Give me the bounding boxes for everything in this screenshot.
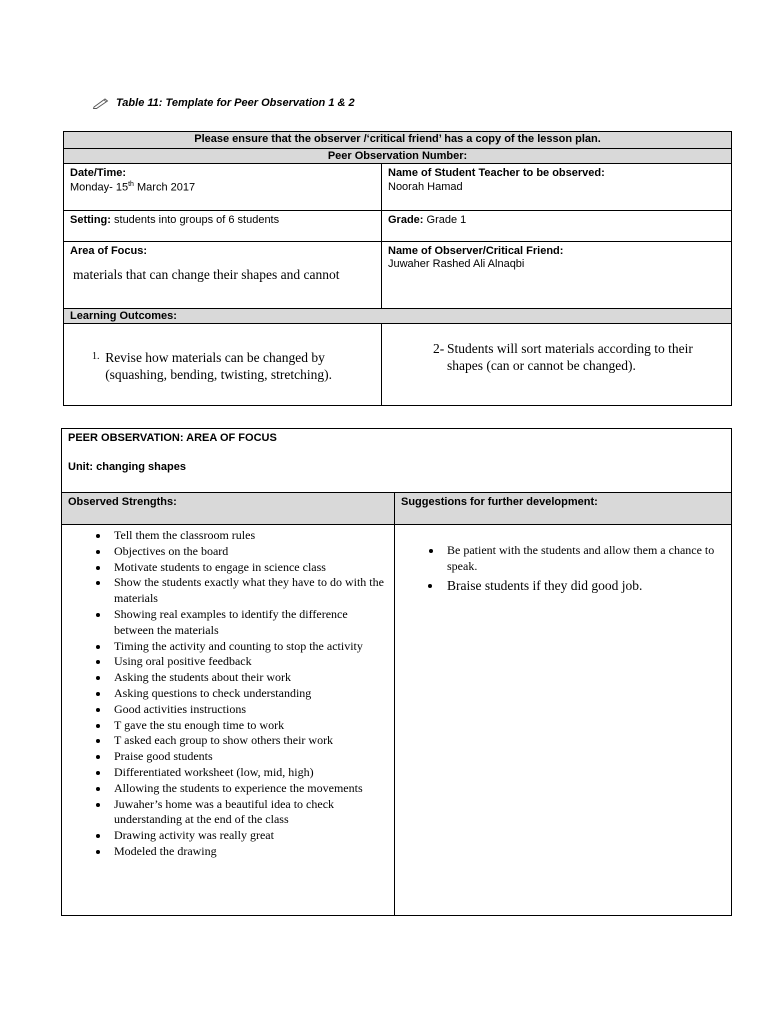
outcomes-label: Learning Outcomes: xyxy=(64,309,732,324)
list-item: • Show the students exactly what they have to do with the materials xyxy=(110,575,388,607)
focus-header: PEER OBSERVATION: AREA OF FOCUS xyxy=(68,432,277,444)
date-month: March 2017 xyxy=(133,181,196,194)
date-cell xyxy=(64,164,382,211)
outcome-1-cell xyxy=(64,324,382,406)
observer-cell xyxy=(382,242,732,309)
observation-number-cell: Peer Observation Number: xyxy=(64,149,732,164)
list-item: • Drawing activity was really great xyxy=(110,828,388,844)
list-item: • Using oral positive feedback xyxy=(110,654,388,670)
outcomes-header-row xyxy=(64,309,732,324)
setting-value: students into groups of 6 students xyxy=(110,214,280,226)
grade-cell xyxy=(382,211,732,242)
list-item: • Objectives on the board xyxy=(110,544,388,560)
outcome-2-number: 2- xyxy=(433,341,445,356)
teacher-value: Noorah Hamad xyxy=(388,181,463,193)
observer-label: Name of Observer/Critical Friend: xyxy=(388,245,564,257)
list-item: • Juwaher’s home was a beautiful idea to check understanding at the end of the class xyxy=(110,797,388,829)
list-item: • Motivate students to engage in science class xyxy=(110,560,388,576)
outcomes-row xyxy=(64,324,732,406)
observer-value: Juwaher Rashed Ali Alnaqbi xyxy=(388,258,525,270)
date-day: Monday- 15 xyxy=(70,181,129,194)
focus-label: Area of Focus: xyxy=(70,245,148,257)
outcome-1-number: 1. xyxy=(92,351,100,362)
setting-cell xyxy=(64,211,382,242)
unit-label: Unit: changing shapes xyxy=(68,461,186,473)
list-item: • T gave the stu enough time to work xyxy=(110,718,388,734)
date-sup: th xyxy=(128,181,134,188)
strengths-label: Observed Strengths: xyxy=(62,493,395,525)
date-value xyxy=(70,181,375,194)
date-teacher-row xyxy=(64,164,732,211)
strengths-cell xyxy=(62,525,395,916)
strengths-suggestions-row xyxy=(62,525,732,916)
focus-value: materials that can change their shapes and cannot xyxy=(73,267,340,282)
list-item: • T asked each group to show others their work xyxy=(110,733,388,749)
notice-cell: Please ensure that the observer /‘critical friend’ has a copy of the lesson plan. xyxy=(64,132,732,149)
grade-value: Grade 1 xyxy=(423,214,467,226)
caption-text: Table 11: Template for Peer Observation 1 & 2 xyxy=(116,97,355,109)
list-item: • Be patient with the students and allow them a chance to speak. xyxy=(443,543,725,575)
strengths-list xyxy=(88,528,388,860)
table-caption xyxy=(92,97,355,109)
notice-row xyxy=(64,132,732,149)
strengths-suggestions-header-row xyxy=(62,493,732,525)
list-item: • Braise students if they did good job. xyxy=(443,578,725,594)
list-item: • Timing the activity and counting to stop the activity xyxy=(110,639,388,655)
teacher-label: Name of Student Teacher to be observed: xyxy=(388,167,605,179)
list-item: • Asking the students about their work xyxy=(110,670,388,686)
peer-observation-table xyxy=(63,131,732,406)
list-item: • Differentiated worksheet (low, mid, high) xyxy=(110,765,388,781)
list-item: • Praise good students xyxy=(110,749,388,765)
pencil-icon xyxy=(92,97,110,109)
list-item: • Modeled the drawing xyxy=(110,844,388,860)
outcome-1 xyxy=(70,349,375,383)
outcome-2 xyxy=(388,340,725,374)
list-item: • Asking questions to check understanding xyxy=(110,686,388,702)
suggestions-label: Suggestions for further development: xyxy=(395,493,732,525)
focus-observer-row xyxy=(64,242,732,309)
date-label: Date/Time: xyxy=(70,167,127,179)
outcome-2-cell xyxy=(382,324,732,406)
outcome-2-text: Students will sort materials according to their shapes (can or cannot be changed). xyxy=(446,341,693,373)
setting-label: Setting: xyxy=(70,214,111,226)
list-item: • Good activities instructions xyxy=(110,702,388,718)
suggestions-cell xyxy=(395,525,732,916)
teacher-cell xyxy=(382,164,732,211)
grade-label: Grade: xyxy=(388,214,424,226)
list-item: • Tell them the classroom rules xyxy=(110,528,388,544)
list-item: • Allowing the students to experience the movements xyxy=(110,781,388,797)
list-item: • Showing real examples to identify the difference between the materials xyxy=(110,607,388,639)
focus-header-row xyxy=(62,429,732,493)
area-of-focus-table xyxy=(61,428,732,916)
focus-header-cell xyxy=(62,429,732,493)
suggestions-list xyxy=(421,543,725,593)
number-row xyxy=(64,149,732,164)
setting-grade-row xyxy=(64,211,732,242)
focus-cell xyxy=(64,242,382,309)
outcome-1-text: Revise how materials can be changed by (squashing, bending, twisting, stretching). xyxy=(105,350,333,382)
